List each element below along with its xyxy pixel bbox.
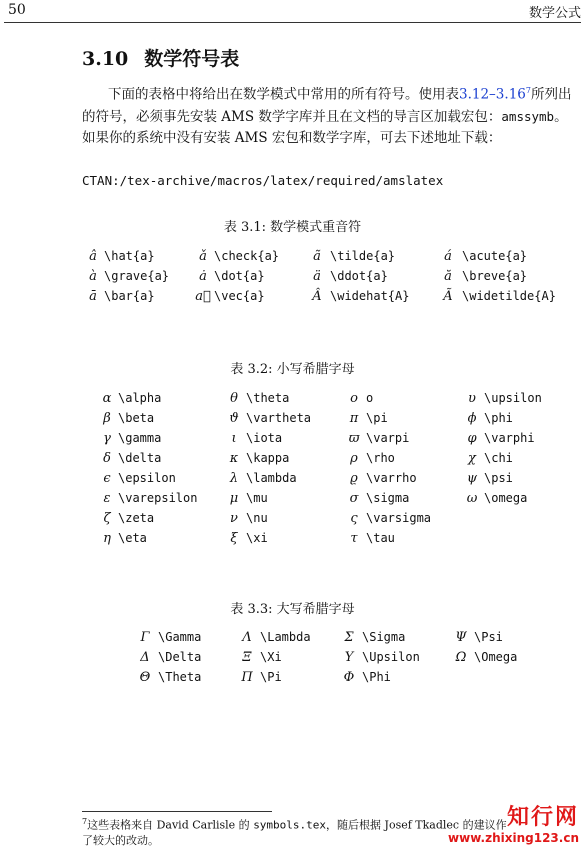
table-reference-link[interactable]: 3.12–3.16 xyxy=(459,86,526,103)
symbol-glyph: ρ xyxy=(350,450,358,466)
footnote-rule xyxy=(82,811,272,812)
symbol-glyph: Ξ xyxy=(242,649,252,665)
symbol-glyph: ζ xyxy=(103,510,111,526)
symbol-glyph: π xyxy=(349,410,359,426)
table-row xyxy=(96,448,574,468)
symbol-glyph: η xyxy=(103,530,111,546)
table-row xyxy=(82,246,566,266)
symbol-command: \Delta xyxy=(158,650,202,664)
section-number: 3.10 xyxy=(82,48,129,70)
symbol-command: \Lambda xyxy=(260,630,311,644)
symbol-glyph: ä xyxy=(313,268,321,284)
footnote-number: 7 xyxy=(82,817,88,826)
symbol-glyph: τ xyxy=(350,530,358,546)
symbol-glyph: α xyxy=(102,390,112,406)
symbol-glyph: ε xyxy=(103,490,111,506)
symbol-command: \rho xyxy=(366,451,395,465)
symbol-glyph: ϑ xyxy=(229,410,239,426)
symbol-glyph: a⃗ xyxy=(195,288,211,304)
lowercase-greek-table xyxy=(96,388,574,548)
table-row xyxy=(96,468,574,488)
symbol-glyph: o xyxy=(350,390,358,406)
symbol-glyph: ϖ xyxy=(348,430,360,446)
intro-paragraph xyxy=(82,80,572,149)
symbol-glyph: κ xyxy=(229,450,239,466)
symbol-command: \Phi xyxy=(362,670,391,684)
para-text-1: 下面的表格中将给出在数学模式中常用的所有符号。使用表 xyxy=(108,86,459,103)
symbol-command: \theta xyxy=(246,391,290,405)
symbol-glyph: Σ xyxy=(344,629,354,645)
symbol-glyph: Δ xyxy=(140,649,150,665)
section-title: 数学符号表 xyxy=(144,48,240,70)
symbol-glyph: ι xyxy=(231,430,237,446)
symbol-glyph: ă xyxy=(444,268,452,284)
para-text-3: 。如果你的系统中没有安装 AMS 宏包和数学字库，可去下述地址下载： xyxy=(82,108,568,146)
symbol-command: \omega xyxy=(484,491,528,505)
symbol-command: \varphi xyxy=(484,431,535,445)
symbol-command: \Sigma xyxy=(362,630,406,644)
symbol-command: \widehat{A} xyxy=(330,289,410,303)
table-row xyxy=(96,488,574,508)
table-caption-accents: 表 3.1: 数学模式重音符 xyxy=(223,220,362,235)
symbol-command: \Pi xyxy=(260,670,282,684)
symbol-glyph: Ψ xyxy=(455,629,467,645)
symbol-glyph xyxy=(460,508,484,528)
symbol-glyph: Λ xyxy=(242,629,252,645)
symbol-command: \varsigma xyxy=(366,511,432,525)
watermark-site: www.zhixing123.cn xyxy=(448,831,579,845)
page-number: 50 xyxy=(8,2,26,18)
symbol-command: \eta xyxy=(118,531,147,545)
symbol-glyph: ν xyxy=(230,510,238,526)
symbol-command: o xyxy=(366,391,374,405)
table-row xyxy=(96,428,574,448)
symbol-glyph: Ω xyxy=(455,649,467,665)
table-caption-uppercase-greek: 表 3.3: 大写希腊字母 xyxy=(230,602,355,617)
symbol-command: \check{a} xyxy=(214,249,280,263)
symbol-command xyxy=(484,528,574,548)
symbol-command: \Theta xyxy=(158,670,202,684)
table-row xyxy=(96,508,574,528)
symbol-command: \iota xyxy=(246,431,283,445)
symbol-glyph: ϱ xyxy=(350,470,358,486)
footnote-filename: symbols.tex xyxy=(253,818,327,832)
symbol-glyph: ϵ xyxy=(103,470,111,486)
symbol-glyph: λ xyxy=(229,470,239,486)
table-caption-lowercase-greek: 表 3.2: 小写希腊字母 xyxy=(230,362,355,377)
symbol-glyph: ȧ xyxy=(199,268,207,284)
symbol-command: \dot{a} xyxy=(214,269,265,283)
symbol-command: \widetilde{A} xyxy=(462,289,556,303)
symbol-glyph xyxy=(448,667,474,687)
package-name: amssymb xyxy=(501,108,555,124)
table-row xyxy=(82,286,566,306)
symbol-command: \xi xyxy=(246,531,268,545)
table-row xyxy=(96,388,574,408)
page-header xyxy=(8,2,581,22)
symbol-command: \mu xyxy=(246,491,268,505)
table-row xyxy=(132,647,554,667)
table-row xyxy=(96,528,574,548)
symbol-glyph: μ xyxy=(229,490,239,506)
symbol-command: \acute{a} xyxy=(462,249,528,263)
symbol-glyph: γ xyxy=(103,430,111,446)
table-row xyxy=(132,627,554,647)
symbol-glyph: Ã xyxy=(443,288,453,304)
footnote-text-2: ，随后根据 Josef Tkadlec 的建议作了较大的改动。 xyxy=(82,818,507,847)
symbol-command: \vartheta xyxy=(246,411,312,425)
symbol-glyph: σ xyxy=(349,490,359,506)
symbol-command: \epsilon xyxy=(118,471,176,485)
symbol-command: \zeta xyxy=(118,511,155,525)
symbol-glyph: Φ xyxy=(343,669,355,685)
symbol-glyph: θ xyxy=(230,390,238,406)
symbol-glyph: ϕ xyxy=(467,410,477,426)
symbol-command: \varrho xyxy=(366,471,417,485)
symbol-glyph: à xyxy=(89,268,97,284)
symbol-glyph: φ xyxy=(467,430,477,446)
table-row xyxy=(96,408,574,428)
symbol-command: \Xi xyxy=(260,650,282,664)
symbol-command: \kappa xyxy=(246,451,290,465)
para-text-2: 所列出的符号，必须事先安装 AMS 数学字库并且在文档的导言区加载宏包： xyxy=(82,86,572,125)
chapter-title: 数学公式 xyxy=(528,6,581,21)
symbol-glyph: Θ xyxy=(139,669,151,685)
footnote-text-1: 这些表格来自 David Carlisle 的 xyxy=(87,818,254,832)
symbol-command: \varpi xyxy=(366,431,410,445)
symbol-command: \alpha xyxy=(118,391,162,405)
symbol-command: \sigma xyxy=(366,491,410,505)
symbol-glyph: Â xyxy=(312,288,322,304)
symbol-command: \breve{a} xyxy=(462,269,528,283)
symbol-glyph: δ xyxy=(103,450,111,466)
symbol-glyph xyxy=(460,528,484,548)
symbol-command: \Omega xyxy=(474,650,518,664)
watermark xyxy=(448,800,579,845)
symbol-glyph: â xyxy=(89,248,97,264)
symbol-command: \beta xyxy=(118,411,155,425)
symbol-glyph: á xyxy=(444,248,452,264)
symbol-command: \upsilon xyxy=(484,391,542,405)
table-row xyxy=(82,266,566,286)
symbol-command: \Upsilon xyxy=(362,650,420,664)
symbol-command: \tilde{a} xyxy=(330,249,396,263)
symbol-command xyxy=(474,667,554,687)
symbol-glyph: β xyxy=(103,410,111,426)
symbol-glyph: ǎ xyxy=(199,248,207,264)
symbol-command: \bar{a} xyxy=(104,289,155,303)
symbol-command: \phi xyxy=(484,411,513,425)
table-row xyxy=(132,667,554,687)
symbol-command: \nu xyxy=(246,511,268,525)
symbol-glyph: χ xyxy=(468,450,476,466)
symbol-command: \tau xyxy=(366,531,395,545)
symbol-command xyxy=(484,508,574,528)
symbol-glyph: Υ xyxy=(344,649,354,665)
symbol-command: \psi xyxy=(484,471,513,485)
accents-table xyxy=(82,246,566,306)
footnote-marker[interactable]: 7 xyxy=(525,86,531,95)
symbol-glyph: Π xyxy=(241,669,253,685)
symbol-command: \grave{a} xyxy=(104,269,170,283)
symbol-glyph: ã xyxy=(313,248,321,264)
symbol-command: \delta xyxy=(118,451,162,465)
ctan-url: CTAN:/tex-archive/macros/latex/required/amslatex xyxy=(82,173,444,188)
symbol-glyph: ψ xyxy=(466,470,478,486)
uppercase-greek-table xyxy=(132,627,554,687)
symbol-command: \ddot{a} xyxy=(330,269,388,283)
header-rule xyxy=(4,22,581,23)
symbol-glyph: ς xyxy=(350,510,358,526)
watermark-brand: 知行网 xyxy=(506,805,579,830)
symbol-command: \lambda xyxy=(246,471,297,485)
symbol-command: \Gamma xyxy=(158,630,202,644)
symbol-command: \gamma xyxy=(118,431,162,445)
symbol-command: \Psi xyxy=(474,630,503,644)
symbol-glyph: Γ xyxy=(140,629,150,645)
symbol-glyph: ā xyxy=(89,288,97,304)
symbol-command: \vec{a} xyxy=(214,289,265,303)
symbol-glyph: ξ xyxy=(230,530,238,546)
symbol-command: \pi xyxy=(366,411,388,425)
symbol-glyph: ω xyxy=(466,490,478,506)
symbol-command: \hat{a} xyxy=(104,249,155,263)
symbol-glyph: υ xyxy=(468,390,476,406)
section-heading xyxy=(82,44,239,71)
symbol-command: \chi xyxy=(484,451,513,465)
symbol-command: \varepsilon xyxy=(118,491,198,505)
